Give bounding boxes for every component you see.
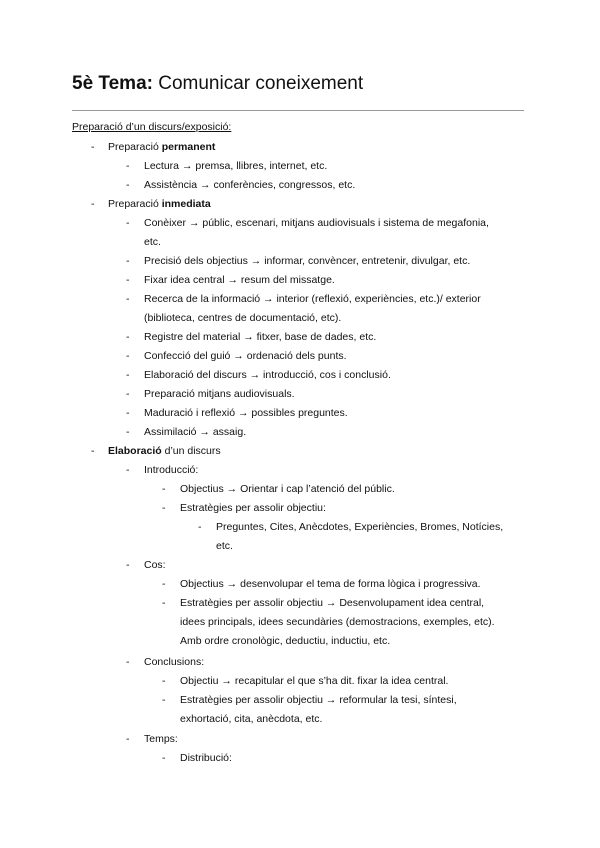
bullet-dash: - (126, 217, 130, 229)
bullet-dash: - (91, 141, 95, 153)
item-text: Preparació (108, 198, 162, 210)
list-item: Objectiu → recapitular el que s’ha dit. fixar la idea central. (180, 675, 449, 687)
list-item-continuation: (biblioteca, centres de documentació, etc). (144, 312, 342, 324)
bullet-dash: - (126, 331, 130, 343)
list-item: Introducció: (144, 464, 199, 476)
section-heading: Preparació d’un discurs/exposició: (72, 121, 232, 133)
item-text: d’un discurs (161, 445, 221, 457)
bullet-dash: - (162, 597, 166, 609)
list-item: Recerca de la informació → interior (reflexió, experiències, etc.)/ exterior (144, 293, 481, 305)
list-item: Conclusions: (144, 656, 205, 668)
bullet-dash: - (91, 198, 95, 210)
bullet-dash: - (126, 274, 130, 286)
bullet-dash: - (91, 445, 95, 457)
bullet-dash: - (126, 160, 130, 172)
list-item: Estratègies per assolir objectiu: (180, 502, 326, 514)
title-number: 5è Tema: (72, 73, 153, 94)
bullet-dash: - (126, 733, 130, 745)
list-item: Confecció del guió → ordenació dels punts. (144, 350, 347, 362)
bullet-dash: - (162, 502, 166, 514)
title-text: Comunicar coneixement (152, 73, 364, 94)
list-item: Assimilació → assaig. (144, 426, 247, 438)
item-bold: Elaboració (108, 445, 162, 457)
bullet-dash: - (126, 350, 130, 362)
bullet-dash: - (126, 464, 130, 476)
list-item: Assistència → conferències, congressos, etc. (144, 179, 356, 191)
list-item: Distribució: (180, 752, 232, 764)
bullet-dash: - (126, 179, 130, 191)
bullet-dash: - (126, 656, 130, 668)
list-item: Objectius → Orientar i cap l’atenció del públic. (180, 483, 395, 495)
list-item-elaboracio (108, 445, 221, 458)
list-item: Preparació mitjans audiovisuals. (144, 388, 295, 400)
list-item: Precisió dels objectius → informar, convèncer, entretenir, divulgar, etc. (144, 255, 471, 267)
page-title (72, 73, 363, 95)
list-item: Temps: (144, 733, 178, 745)
bullet-dash: - (126, 407, 130, 419)
list-item-continuation: exhortació, cita, anècdota, etc. (180, 713, 323, 725)
bullet-dash: - (162, 483, 166, 495)
list-item: Objectius → desenvolupar el tema de forma lògica i progressiva. (180, 578, 481, 590)
bullet-dash: - (162, 752, 166, 764)
bullet-dash: - (126, 293, 130, 305)
bullet-dash: - (126, 369, 130, 381)
list-item-prep-permanent (108, 141, 215, 154)
bullet-dash: - (162, 578, 166, 590)
list-item: Estratègies per assolir objectiu → Desenvolupament idea central, (180, 597, 485, 609)
list-item-prep-inmediata (108, 198, 211, 211)
list-item: Maduració i reflexió → possibles preguntes. (144, 407, 348, 419)
bullet-dash: - (126, 388, 130, 400)
item-bold: permanent (161, 141, 216, 153)
list-item: Lectura → premsa, llibres, internet, etc. (144, 160, 328, 172)
bullet-dash: - (198, 521, 202, 533)
list-item: Fixar idea central → resum del missatge. (144, 274, 335, 286)
bullet-dash: - (162, 675, 166, 687)
list-item: Elaboració del discurs → introducció, cos i conclusió. (144, 369, 391, 381)
bullet-dash: - (126, 255, 130, 267)
list-item-continuation: Amb ordre cronològic, deductiu, inductiu, etc. (180, 635, 391, 647)
bullet-dash: - (162, 694, 166, 706)
list-item: Registre del material → fitxer, base de dades, etc. (144, 331, 377, 343)
list-item: Estratègies per assolir objectiu → reformular la tesi, síntesi, (180, 694, 457, 706)
list-item-continuation: etc. (144, 236, 161, 248)
list-item: Cos: (144, 559, 166, 571)
list-item: Preguntes, Cites, Anècdotes, Experiències, Bromes, Notícies, (216, 521, 504, 533)
bullet-dash: - (126, 559, 130, 571)
item-bold: inmediata (161, 198, 211, 210)
item-text: Preparació (108, 141, 162, 153)
list-item: Conèixer → públic, escenari, mitjans audiovisuals i sistema de megafonia, (144, 217, 489, 229)
list-item-continuation: idees principals, idees secundàries (demostracions, exemples, etc). (180, 616, 495, 628)
title-divider (72, 110, 524, 111)
bullet-dash: - (126, 426, 130, 438)
list-item-continuation: etc. (216, 540, 233, 552)
